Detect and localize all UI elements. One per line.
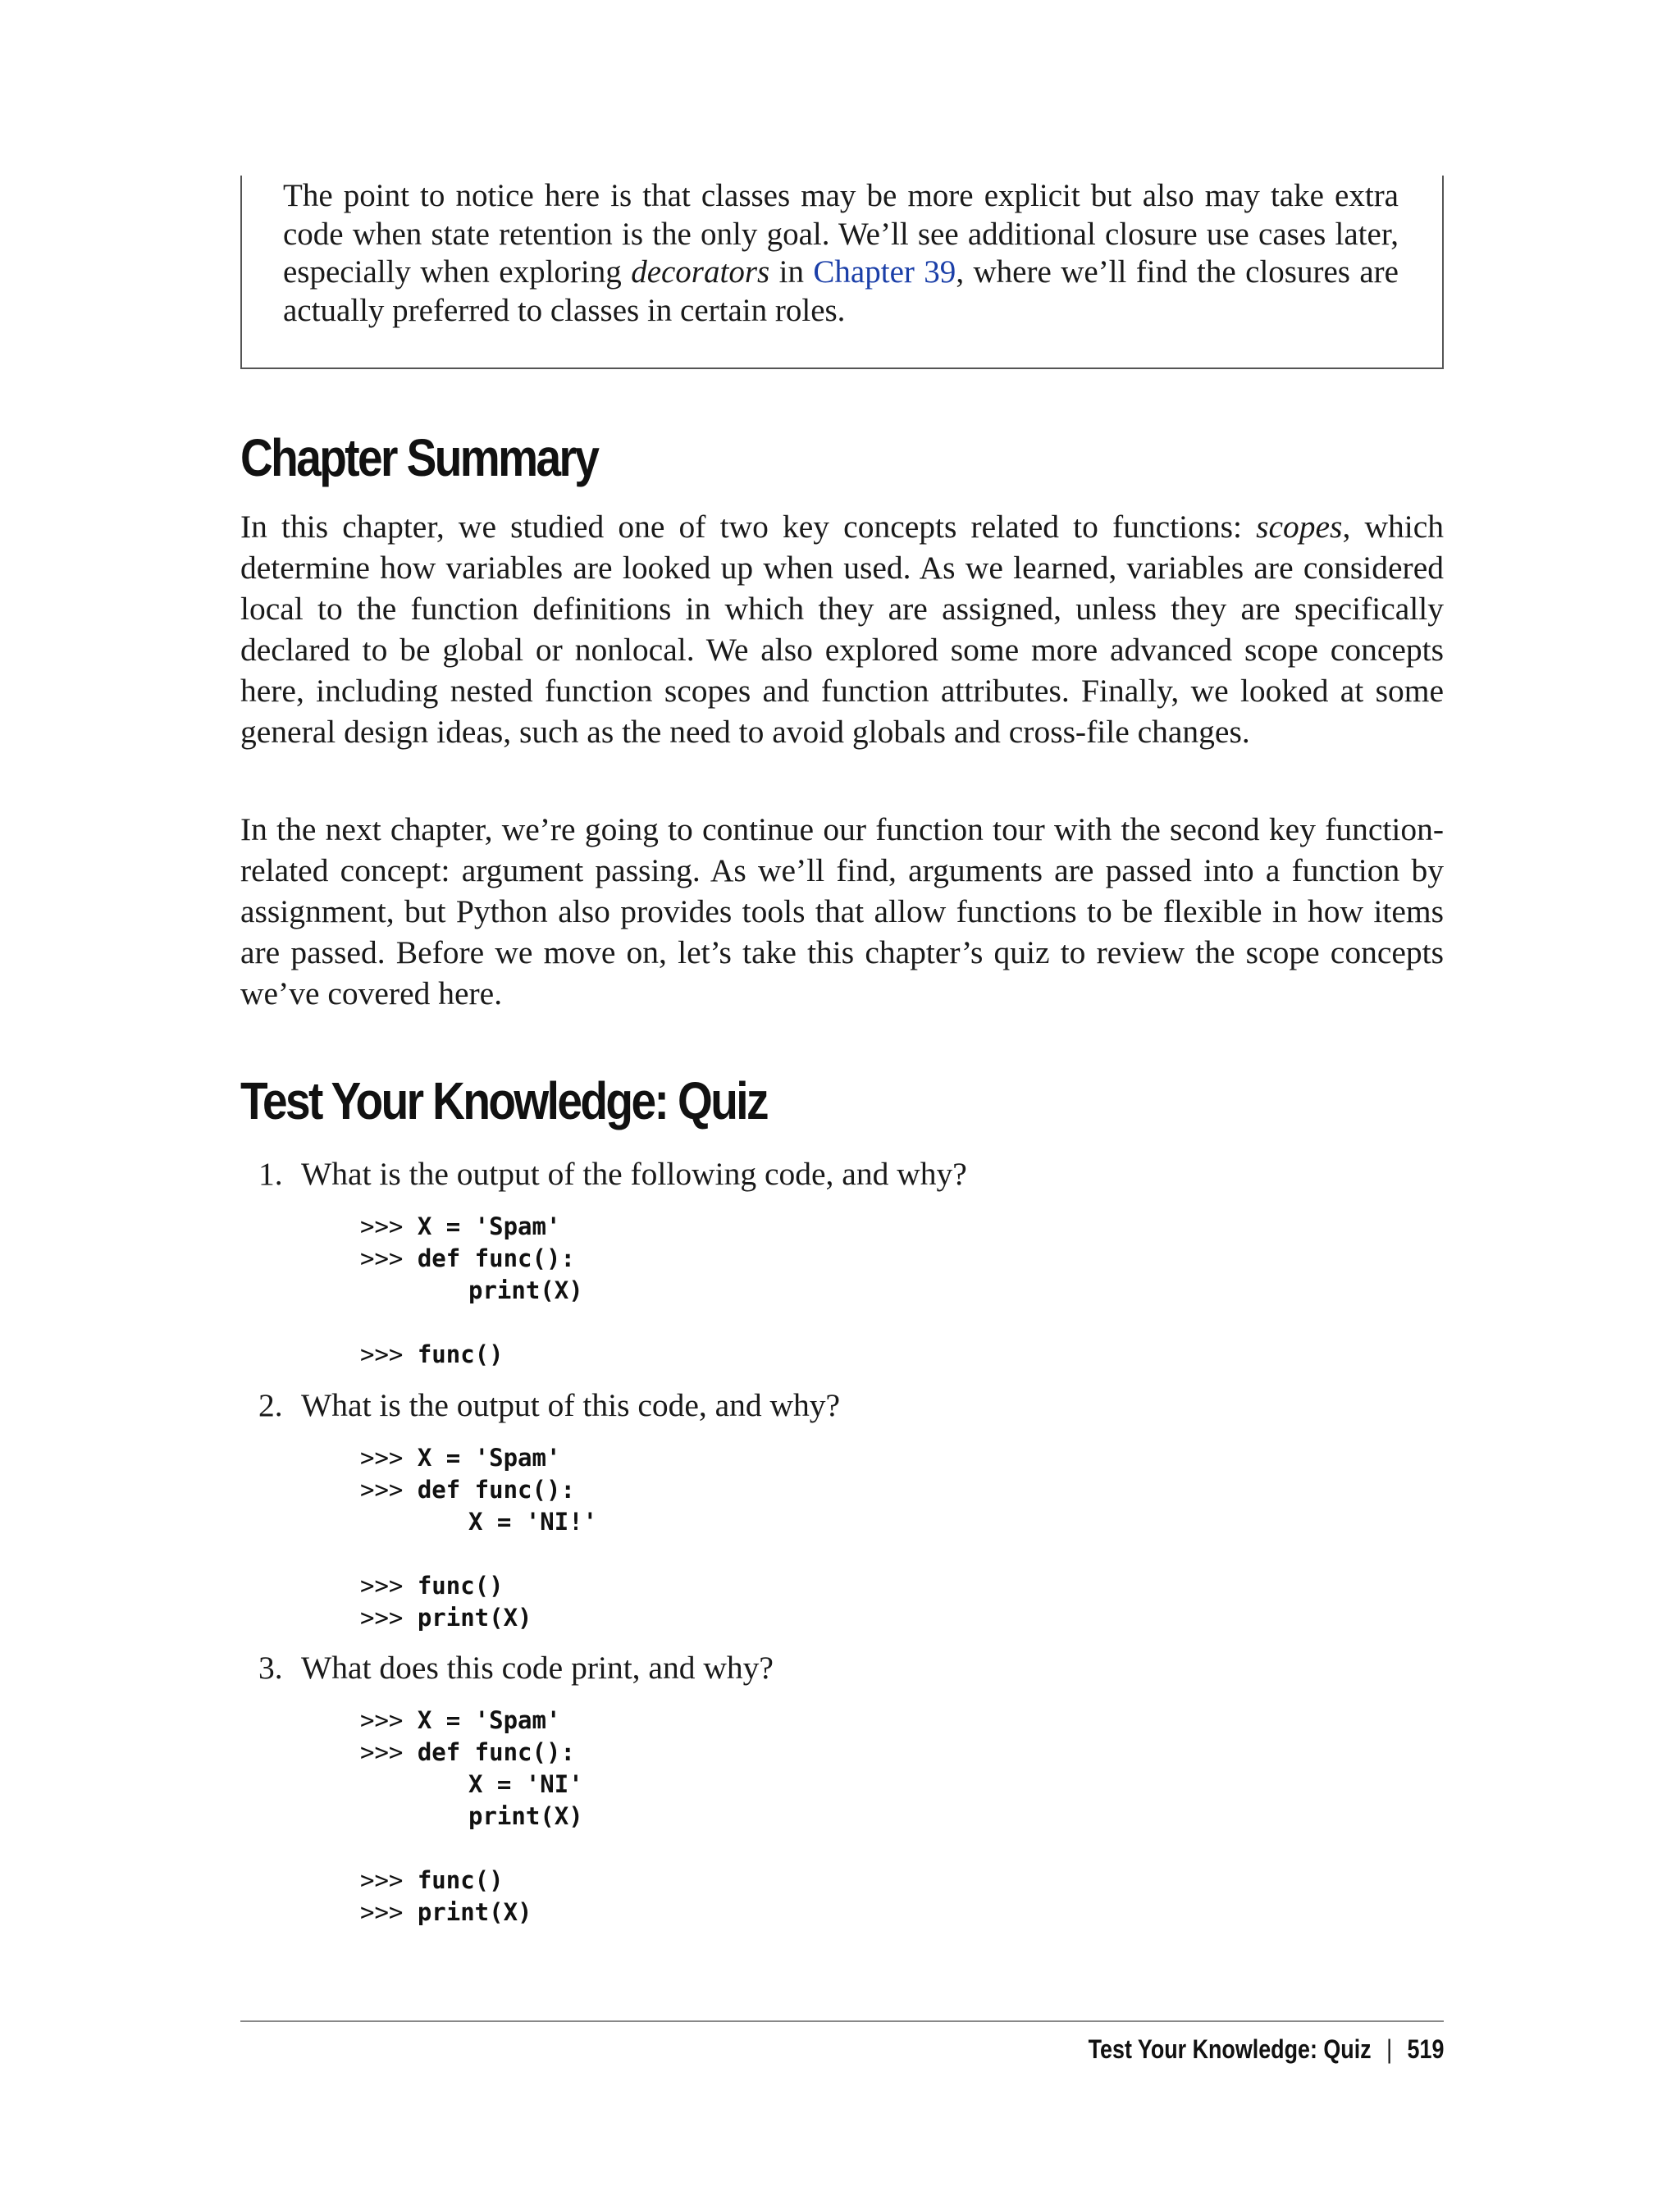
code-statement: X = 'NI!' bbox=[468, 1508, 598, 1536]
code-statement: def func(): bbox=[417, 1738, 575, 1766]
sidebar-text-2: in bbox=[769, 254, 814, 290]
code-statement: func() bbox=[417, 1340, 504, 1368]
code-line bbox=[360, 1801, 583, 1833]
question-number: 2. bbox=[258, 1387, 283, 1423]
sidebar-text-1: The point to notice here is that classes may be more explicit but also may take extra code when state retention is the only goal. We’ll see additional closure use cases later, especially when exploring bbox=[283, 178, 1399, 290]
code-prompt: >>> bbox=[360, 1738, 418, 1766]
code-line bbox=[360, 1275, 583, 1307]
code-line bbox=[360, 1865, 583, 1897]
sidebar-text-3: , where we’ll find the closures are actually preferred to classes in certain roles. bbox=[283, 254, 1399, 328]
code-statement: print(X) bbox=[417, 1604, 532, 1632]
quiz-heading: Test Your Knowledge: Quiz bbox=[240, 1071, 767, 1130]
code-line bbox=[360, 1737, 583, 1769]
chapter-summary-heading: Chapter Summary bbox=[240, 428, 598, 487]
summary-p1-emphasis: scopes bbox=[1256, 509, 1343, 545]
code-line bbox=[360, 1307, 583, 1339]
code-prompt: >>> bbox=[360, 1444, 418, 1472]
code-prompt: >>> bbox=[360, 1706, 418, 1734]
code-prompt: >>> bbox=[360, 1244, 418, 1272]
code-statement: func() bbox=[417, 1572, 504, 1600]
code-prompt: >>> bbox=[360, 1898, 418, 1926]
code-block bbox=[360, 1705, 583, 1929]
question-text: What does this code print, and why? bbox=[301, 1650, 774, 1686]
code-statement: X = 'Spam' bbox=[417, 1706, 561, 1734]
code-line bbox=[360, 1705, 583, 1737]
code-line bbox=[360, 1833, 583, 1865]
code-prompt: >>> bbox=[360, 1212, 418, 1240]
page-footer bbox=[1088, 2033, 1444, 2066]
code-line bbox=[360, 1506, 597, 1538]
summary-paragraph-2: In the next chapter, we’re going to continue our function tour with the second key function-related concept: argument passing. As we’ll find, arguments are passed into a function by assignment, but Python also provides tools that allow functions to be flexible in how items are passed. Before we move on, let’s take this chapter’s quiz to review the scope concepts we’ve covered here. bbox=[240, 811, 1444, 1011]
question-number: 3. bbox=[258, 1650, 283, 1686]
summary-paragraph-1 bbox=[240, 506, 1444, 752]
code-statement: print(X) bbox=[468, 1276, 583, 1304]
sidebar-paragraph bbox=[283, 177, 1399, 330]
footer-separator: | bbox=[1386, 2034, 1392, 2064]
question-text: What is the output of this code, and why? bbox=[301, 1387, 841, 1423]
question-number: 1. bbox=[258, 1156, 283, 1192]
sidebar-emphasis: decorators bbox=[631, 254, 770, 290]
summary-p1-text-1: In this chapter, we studied one of two key concepts related to functions: bbox=[240, 509, 1257, 545]
code-line bbox=[360, 1538, 597, 1570]
code-prompt: >>> bbox=[360, 1340, 418, 1368]
code-statement: def func(): bbox=[417, 1476, 575, 1504]
code-statement: X = 'Spam' bbox=[417, 1444, 561, 1472]
code-line bbox=[360, 1211, 583, 1243]
code-line bbox=[360, 1897, 583, 1929]
code-statement: print(X) bbox=[417, 1898, 532, 1926]
code-line bbox=[360, 1602, 597, 1634]
code-prompt: >>> bbox=[360, 1604, 418, 1632]
code-line bbox=[360, 1570, 597, 1602]
footer-rule bbox=[240, 2020, 1444, 2022]
code-statement: func() bbox=[417, 1866, 504, 1894]
code-statement: print(X) bbox=[468, 1802, 583, 1830]
code-line bbox=[360, 1769, 583, 1801]
question-text: What is the output of the following code, and why? bbox=[301, 1156, 967, 1192]
code-statement: X = 'NI' bbox=[468, 1770, 583, 1798]
code-block bbox=[360, 1442, 597, 1634]
code-line bbox=[360, 1442, 597, 1474]
code-prompt: >>> bbox=[360, 1572, 418, 1600]
summary-p1-text-2: , which determine how variables are looked up when used. As we learned, variables are considered local to the function definitions in which they are assigned, unless they are specifically declared to be global or nonlocal. We also explored some more advanced scope concepts here, including nested function scopes and function attributes. Finally, we looked at some general design ideas, such as the need to avoid globals and cross-file changes. bbox=[240, 509, 1444, 750]
code-statement: def func(): bbox=[417, 1244, 575, 1272]
code-prompt: >>> bbox=[360, 1476, 418, 1504]
code-block bbox=[360, 1211, 583, 1371]
footer-section-title: Test Your Knowledge: Quiz bbox=[1088, 2034, 1372, 2064]
page-number: 519 bbox=[1407, 2034, 1444, 2064]
code-statement: X = 'Spam' bbox=[417, 1212, 561, 1240]
code-line bbox=[360, 1339, 583, 1371]
sidebar-box bbox=[240, 176, 1444, 369]
code-prompt: >>> bbox=[360, 1866, 418, 1894]
chapter-39-link[interactable]: Chapter 39 bbox=[813, 254, 956, 290]
code-line bbox=[360, 1243, 583, 1275]
code-line bbox=[360, 1474, 597, 1506]
